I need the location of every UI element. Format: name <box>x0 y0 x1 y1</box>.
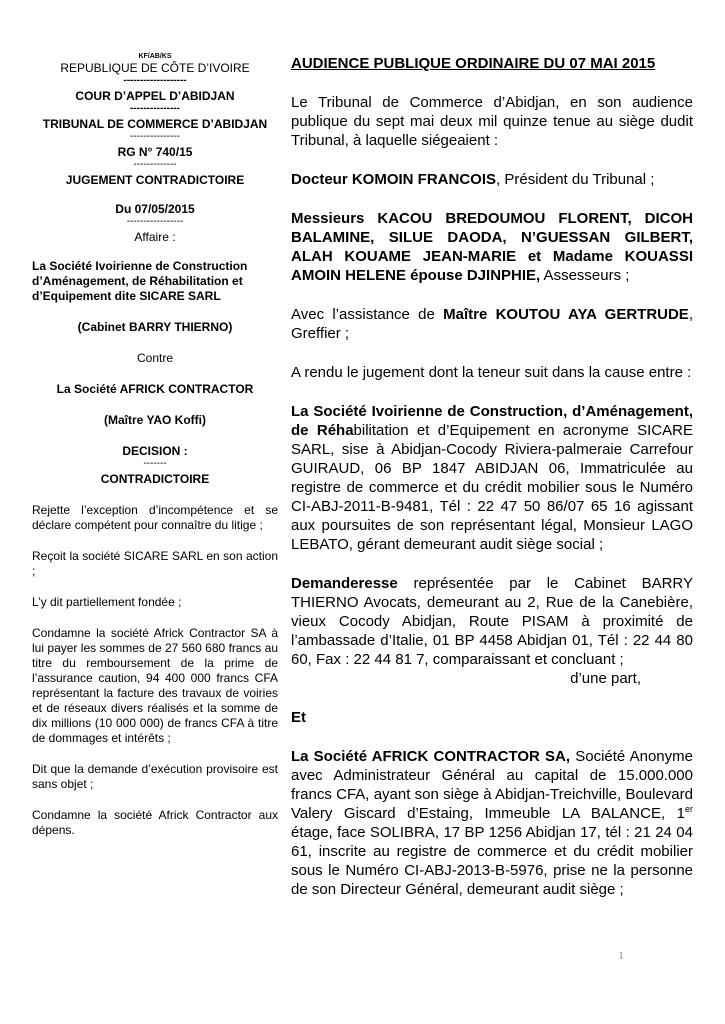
ruling-item: Condamne la société Africk Contractor aux dépens. <box>32 808 278 837</box>
case-summary-column <box>32 52 278 838</box>
superscript: er <box>684 804 693 814</box>
assessors-names: Messieurs KACOU BREDOUMOU FLORENT, DICOH BALAMINE, SILUE DAODA, N’GUESSAN GILBERT, ALAH KOUAME JEAN-MARIE et Madame KOUASSI AMOIN HELENE épouse DJINPHIE, <box>291 210 693 284</box>
reference-code: KF/AB/KS <box>138 53 172 60</box>
plaintiff-bold: La Société Ivoirienne de Construction, d’Aménagement, de Réha <box>291 403 693 439</box>
assessors-paragraph <box>291 209 693 285</box>
defendant-text-a: Société Anonyme avec Administrateur Général au capital de 15.000.000 francs CFA, ayant son siège à Abidjan-Treichville, Boulevard Valery Giscard d’Estaing, Immeuble LA BALANCE, 1 <box>291 748 693 822</box>
une-part: d’une part, <box>570 670 641 687</box>
court-name: COUR D’APPEL D’ABIDJAN <box>75 89 235 103</box>
plaintiff-text: bilitation et d’Equipement en acronyme SICARE SARL, sise à Abidjan-Cocody Riviera-palmeraie Carrefour GUIRAUD, 06 BP 1847 ABIDJAN 06, Immatriculée au registre de commerce et du crédit mobilier sous le Numéro CI-ABJ-2011-B-9481, Tél : 22 47 50 86/07 65 16 agissant aux poursuites de son représentant légal, Monsieur LAGO LEBATO, gérant demeurant audit siège social ; <box>291 422 693 553</box>
intro-paragraph: Le Tribunal de Commerce d’Abidjan, en son audience publique du sept mai deux mil quinze tenue au siège dudit Tribunal, à laquelle siégeaient : <box>291 94 693 149</box>
greffier-prefix: Avec l’assistance de <box>291 306 444 323</box>
greffier-suffix: , Greffier ; <box>291 306 693 342</box>
demanderesse-label: Demanderesse <box>291 575 398 592</box>
republic-header: REPUBLIQUE DE CÔTE D’IVOIRE <box>60 61 250 75</box>
judgment-date: Du 07/05/2015 <box>115 202 195 216</box>
hearing-title: AUDIENCE PUBLIQUE ORDINAIRE DU 07 MAI 2015 <box>291 55 656 72</box>
separator: ----------------- <box>126 216 184 227</box>
separator: ------- <box>143 458 167 469</box>
defendant-counsel: (Maître YAO Koffi) <box>103 413 206 427</box>
decision-value: CONTRADICTOIRE <box>100 472 210 486</box>
plaintiff-counsel: (Cabinet BARRY THIERNO) <box>77 320 233 334</box>
ruling-item: Rejette l’exception d’incompétence et se déclare compétent pour connaître du litige ; <box>32 503 278 532</box>
ruling-item: Dit que la demande d’exécution provisoire est sans objet ; <box>32 762 278 791</box>
separator: ------------- <box>133 159 177 170</box>
et-label: Et <box>291 709 306 726</box>
president-name: Docteur KOMOIN FRANCOIS <box>291 171 497 188</box>
separator: --------------- <box>130 131 180 142</box>
plaintiff-paragraph <box>291 402 693 554</box>
demanderesse-paragraph <box>291 574 693 669</box>
separator: ------------------- <box>123 75 187 86</box>
ruling-item: Reçoit la société SICARE SARL en son action ; <box>32 549 278 578</box>
president-paragraph <box>291 170 693 189</box>
rendered-paragraph: A rendu le jugement dont la teneur suit dans la cause entre : <box>291 364 692 381</box>
separator: --------------- <box>130 103 180 114</box>
demanderesse-text: représentée par le Cabinet BARRY THIERNO Avocats, demeurant au 2, Rue de la Canebière, vieux Cocody Abidjan, Route PISAM à proximité de l’ambassade d’Italie, 01 BP 4458 Abidjan 01, Tél : 22 44 80 60, Fax : 22 44 81 7, comparaissant et concluant ; <box>291 575 693 668</box>
tribunal-name: TRIBUNAL DE COMMERCE D’ABIDJAN <box>42 117 268 131</box>
case-number: RG N° 740/15 <box>117 145 193 159</box>
defendant-text-b: étage, face SOLIBRA, 17 BP 1256 Abidjan 17, tél : 21 24 04 61, inscrite au registre de commerce et du crédit mobilier sous le Numéro CI-ABJ-2013-B-5976, prise ne la personne de son Directeur Général, demeurant audit siège ; <box>291 824 693 898</box>
page-number: 1 <box>618 950 624 962</box>
greffier-name: Maître KOUTOU AYA GERTRUDE <box>443 306 689 323</box>
defendant-bold: La Société AFRICK CONTRACTOR SA, <box>291 748 571 765</box>
plaintiff-name: La Société Ivoirienne de Construction d’Aménagement, de Réhabilitation et d’Equipement dite SICARE SARL <box>32 259 248 303</box>
affaire-label: Affaire : <box>134 230 176 244</box>
ruling-item: L’y dit partiellement fondée ; <box>32 595 182 609</box>
president-role: , Président du Tribunal ; <box>496 171 655 188</box>
defendant-name: La Société AFRICK CONTRACTOR <box>56 382 254 396</box>
contre-label: Contre <box>136 351 174 365</box>
judgment-body-column <box>291 54 693 899</box>
greffier-paragraph <box>291 305 693 343</box>
defendant-paragraph <box>291 747 693 899</box>
judgment-type: JUGEMENT CONTRADICTOIRE <box>65 173 245 187</box>
decision-label: DECISION : <box>122 444 188 458</box>
ruling-item: Condamne la société Africk Contractor SA à lui payer les sommes de 27 560 680 francs au titre du remboursement de la prime de l’assurance caution, 94 400 000 francs CFA représentant la facture des travaux de voiries et de réseaux divers réalisés et la somme de dix millions (10 000 000) de francs CFA à titre de dommages et intérêts ; <box>32 626 278 745</box>
assessors-role: Assesseurs ; <box>540 267 630 284</box>
